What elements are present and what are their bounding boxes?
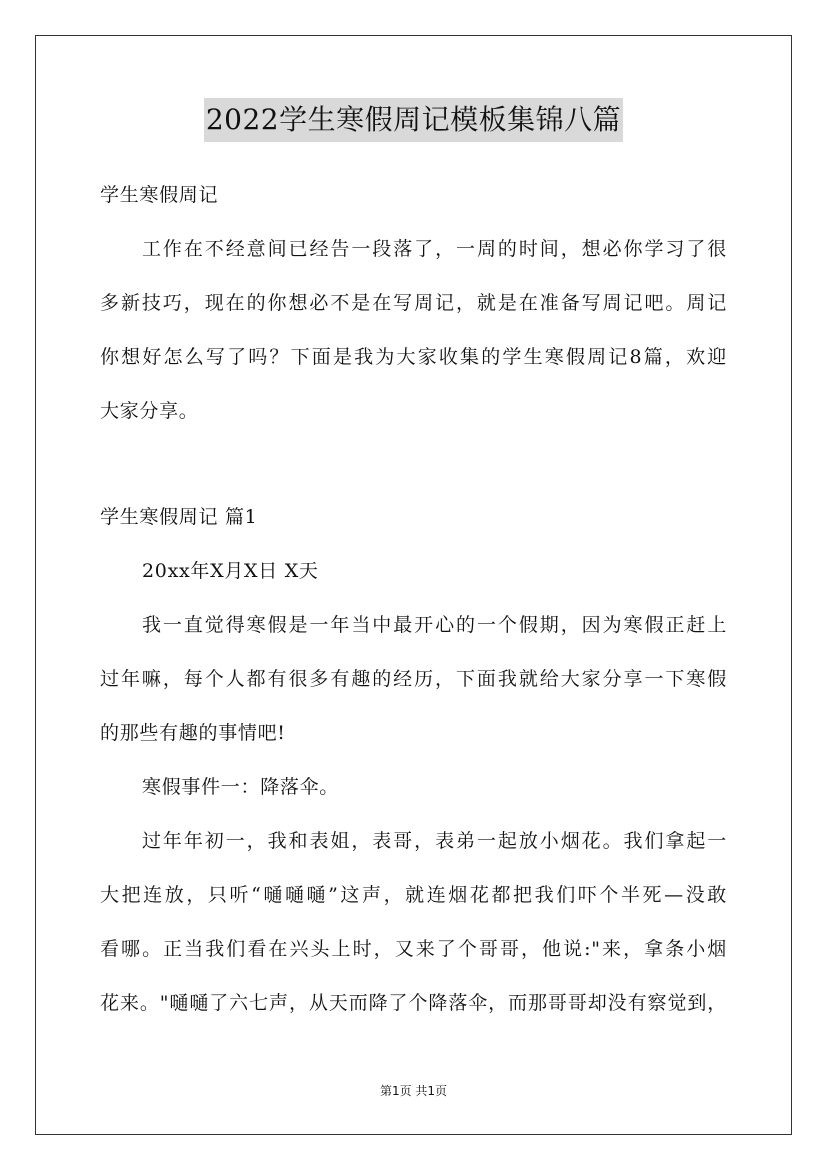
paragraph-2-line-3: 看哪。正当我们看在兴头上时，又来了个哥哥，他说:"来，拿条小烟 bbox=[100, 938, 727, 960]
paragraph-1-line-1: 我一直觉得寒假是一年当中最开心的一个假期，因为寒假正赶上 bbox=[142, 614, 727, 636]
intro-line-3: 你想好怎么写了吗？下面是我为大家收集的学生寒假周记8篇，欢迎 bbox=[100, 346, 727, 368]
page-footer bbox=[0, 1082, 827, 1099]
document-body bbox=[100, 168, 727, 1030]
event-heading: 寒假事件一：降落伞。 bbox=[142, 776, 340, 798]
paragraph-1 bbox=[100, 598, 727, 760]
date-line: 20xx年X月X日 X天 bbox=[142, 560, 319, 582]
page-number: 第1页 共1页 bbox=[379, 1084, 448, 1098]
paragraph-2-line-2: 大把连放，只听“嗵嗵嗵”这声，就连烟花都把我们吓个半死—没敢 bbox=[100, 884, 727, 906]
paragraph-1-line-3: 的那些有趣的事情吧! bbox=[100, 722, 286, 744]
intro-line-4: 大家分享。 bbox=[100, 400, 199, 422]
paragraph-2-line-1: 过年年初一，我和表姐，表哥，表弟一起放小烟花。我们拿起一 bbox=[142, 830, 727, 852]
document-title: 2022学生寒假周记模板集锦八篇 bbox=[204, 98, 623, 142]
paragraph-2 bbox=[100, 814, 727, 1030]
intro-heading: 学生寒假周记 bbox=[100, 184, 219, 206]
paragraph-1-line-2: 过年嘛，每个人都有很多有趣的经历，下面我就给大家分享一下寒假 bbox=[100, 668, 727, 690]
paragraph-2-line-4: 花来。"嗵嗵了六七声，从天而降了个降落伞，而那哥哥却没有察觉到， bbox=[100, 992, 727, 1014]
title-container bbox=[0, 98, 827, 142]
intro-line-1: 工作在不经意间已经告一段落了，一周的时间，想必你学习了很 bbox=[142, 238, 727, 260]
section-heading: 学生寒假周记 篇1 bbox=[100, 506, 258, 528]
intro-paragraph bbox=[100, 222, 727, 438]
intro-line-2: 多新技巧，现在的你想必不是在写周记，就是在准备写周记吧。周记 bbox=[100, 292, 727, 314]
